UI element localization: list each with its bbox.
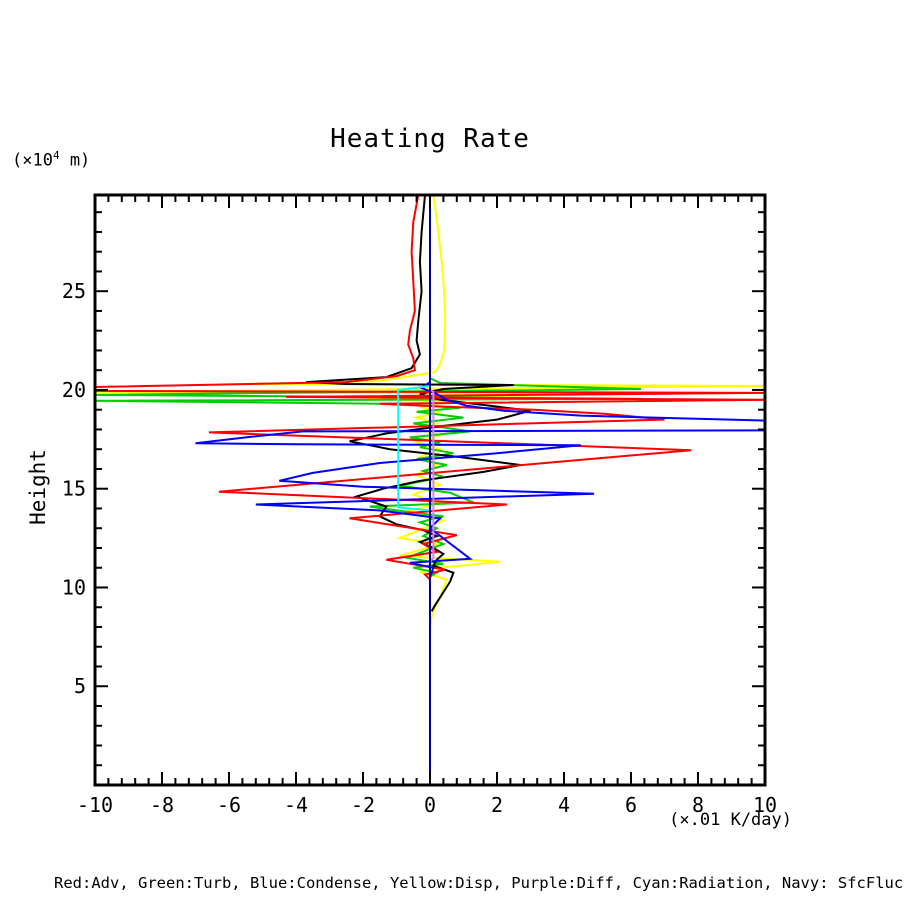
y-tick-label: 20: [61, 377, 86, 402]
y-axis-title: Height: [26, 449, 50, 525]
y-tick-label: 10: [61, 575, 86, 600]
x-axis-unit-label: (×.01 K/day): [669, 810, 792, 830]
y-tick-label: 15: [61, 476, 86, 501]
x-tick-label: 6: [624, 793, 638, 817]
x-tick-label: 2: [490, 793, 504, 817]
x-tick-label: 10: [752, 793, 778, 817]
legend-caption: Red:Adv, Green:Turb, Blue:Condense, Yellow:Disp, Purple:Diff, Cyan:Radiation, Navy: SfcFluc: [54, 874, 904, 892]
x-tick-label: -6: [216, 793, 242, 817]
x-tick-label: -8: [149, 793, 175, 817]
series-condense-line: [196, 195, 766, 785]
y-unit-post: m): [59, 150, 91, 171]
x-tick-label: -10: [76, 793, 114, 817]
x-tick-label: -4: [283, 793, 309, 817]
chart-title: Heating Rate: [330, 124, 530, 154]
x-tick-label: 0: [423, 793, 437, 817]
y-unit-pre: (×10: [12, 150, 53, 171]
x-tick-label: -2: [350, 793, 376, 817]
y-unit-exponent: 4: [52, 149, 60, 162]
series-turb-line: [95, 378, 641, 576]
y-tick-label: 5: [73, 674, 86, 699]
x-tick-label: 8: [691, 793, 705, 817]
y-tick-label: 25: [61, 279, 86, 304]
x-tick-label: 4: [557, 793, 571, 817]
